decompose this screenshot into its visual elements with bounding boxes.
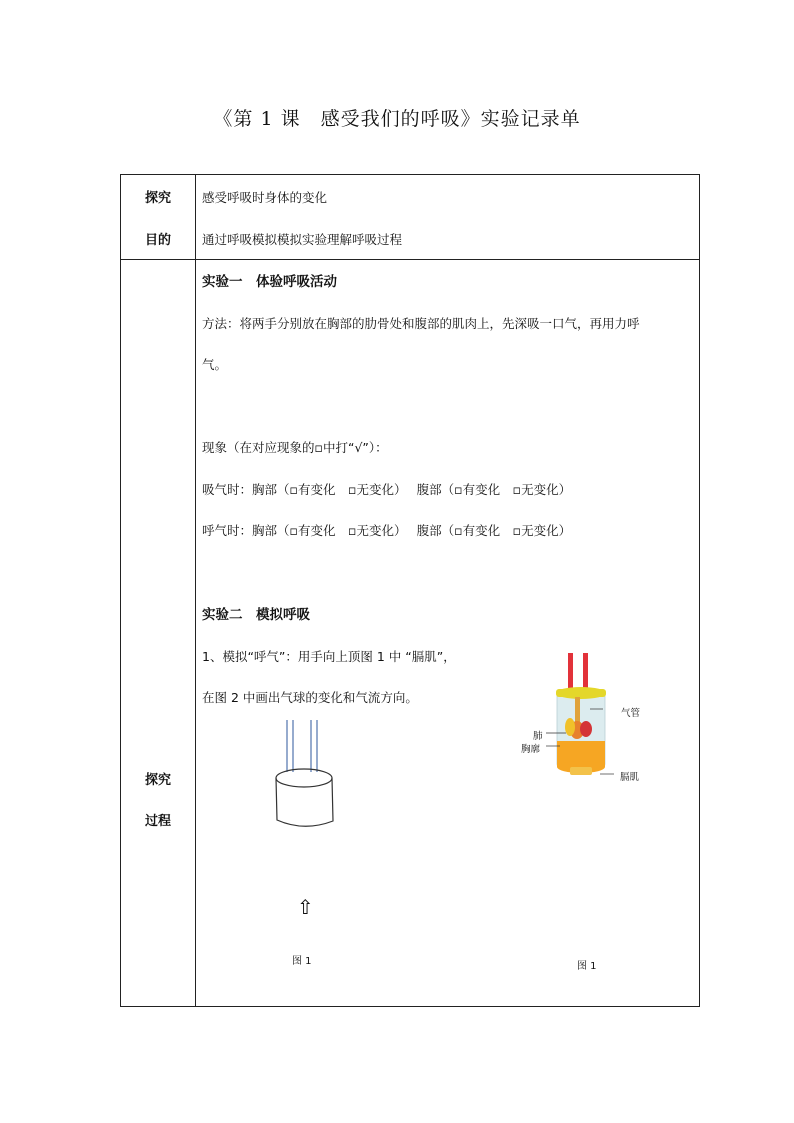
record-table: [120, 174, 700, 1007]
trachea-label: 气管: [621, 708, 641, 719]
lung-label: 肺: [533, 731, 543, 742]
breathing-model-photo: [546, 651, 616, 786]
phenomenon-instruction: 现象（在对应现象的▫中打“√”）：: [202, 440, 388, 455]
purpose-label-2: 目的: [144, 233, 171, 248]
column-divider: [195, 175, 196, 1006]
figure-right-caption: 图 1: [577, 961, 597, 972]
bell-jar-sketch: [271, 720, 346, 835]
exhale-observation: 呼气时：胸部（▫有变化 ▫无变化） 腹部（▫有变化 ▫无变化）: [202, 523, 572, 538]
experiment-2-title: 实验二 模拟呼吸: [202, 607, 310, 623]
diaphragm-label: 膈肌: [620, 772, 640, 783]
inhale-observation: 吸气时：胸部（▫有变化 ▫无变化） 腹部（▫有变化 ▫无变化）: [202, 482, 572, 497]
method-line-1: 方法：将两手分别放在胸部的肋骨处和腹部的肌肉上，先深吸一口气，再用力呼: [202, 316, 640, 331]
experiment-1-title: 实验一 体验呼吸活动: [202, 274, 337, 290]
page-title: 《第 1 课 感受我们的呼吸》实验记录单: [213, 108, 581, 130]
process-label-2: 过程: [144, 814, 171, 829]
method-line-2: 气。: [202, 357, 228, 372]
process-label-1: 探究: [144, 773, 171, 788]
purpose-line-1: 感受呼吸时身体的变化: [202, 190, 328, 205]
step-1-line-2: 在图 2 中画出气球的变化和气流方向。: [202, 690, 418, 705]
figure-left-caption: 图 1: [292, 956, 312, 967]
purpose-line-2: 通过呼吸模拟模拟实验理解呼吸过程: [202, 232, 403, 247]
row-divider: [121, 259, 699, 260]
step-1-line-1: 1、模拟“呼气”：用手向上顶图 1 中 “膈肌”，: [202, 649, 456, 664]
purpose-label-1: 探究: [144, 191, 171, 206]
upward-arrow-icon: ⇧: [297, 895, 314, 919]
thorax-label: 胸廓: [521, 744, 541, 755]
